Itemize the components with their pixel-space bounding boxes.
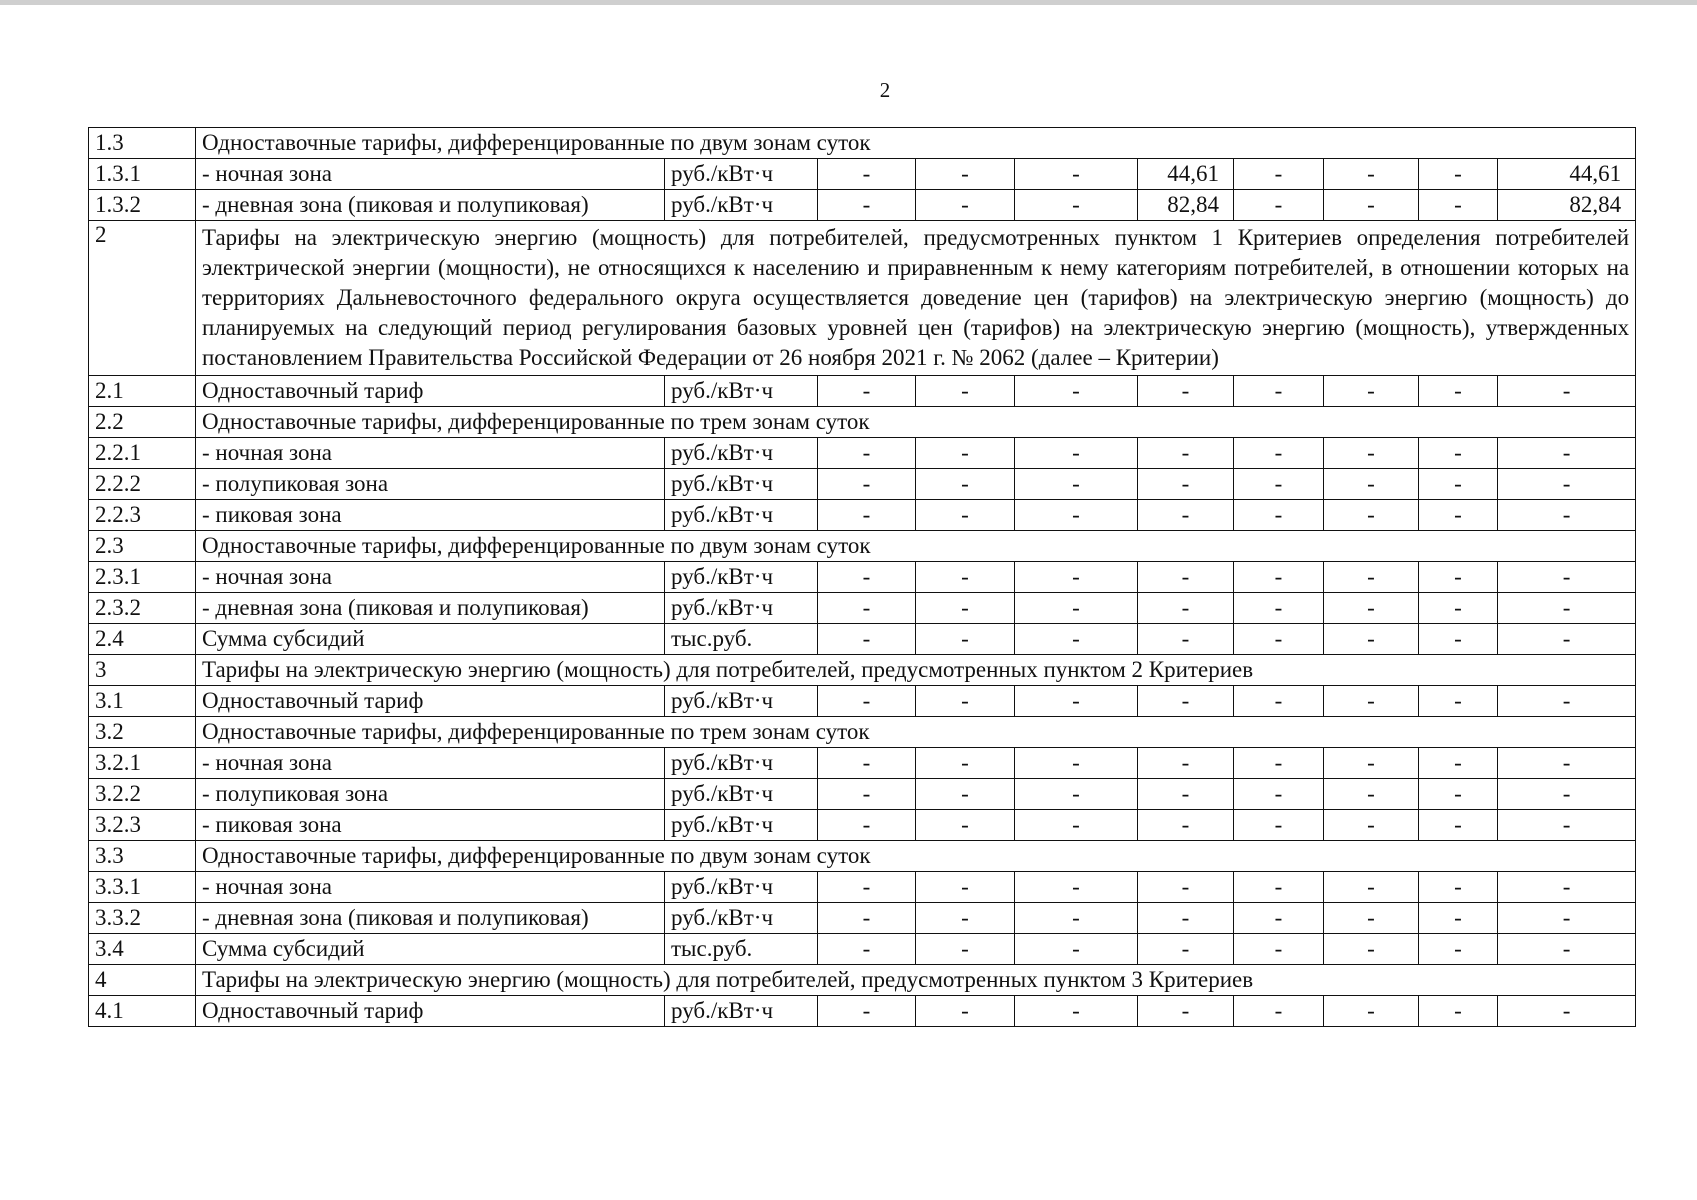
row-code: 2.3 (89, 531, 196, 562)
value-cell: - (818, 190, 916, 221)
row-unit: тыс.руб. (665, 624, 818, 655)
table-row (89, 376, 1636, 407)
value-cell: - (818, 810, 916, 841)
row-code: 2.2.2 (89, 469, 196, 500)
value-cell: - (1234, 872, 1324, 903)
value-cell: - (1138, 903, 1234, 934)
value-cell: - (1324, 190, 1419, 221)
value-cell: - (1015, 438, 1138, 469)
value-cell: - (1138, 593, 1234, 624)
value-cell: - (818, 438, 916, 469)
value-cell: - (1419, 159, 1498, 190)
value-cell: - (1324, 810, 1419, 841)
value-cell: - (1234, 779, 1324, 810)
value-cell: - (1138, 686, 1234, 717)
group-title: Тарифы на электрическую энергию (мощность) для потребителей, предусмотренных пунктом 2 Критериев (196, 655, 1636, 686)
table-row (89, 407, 1636, 438)
value-cell: - (1498, 903, 1636, 934)
table-row (89, 903, 1636, 934)
value-cell: - (1324, 593, 1419, 624)
row-name: Сумма субсидий (196, 624, 665, 655)
row-name: - ночная зона (196, 562, 665, 593)
row-code: 3.3.1 (89, 872, 196, 903)
value-cell: - (1324, 872, 1419, 903)
row-unit: руб./кВт·ч (665, 469, 818, 500)
value-cell: - (1498, 593, 1636, 624)
value-cell: - (1498, 562, 1636, 593)
row-unit: руб./кВт·ч (665, 376, 818, 407)
value-cell: - (1138, 779, 1234, 810)
row-unit: руб./кВт·ч (665, 779, 818, 810)
value-cell: - (916, 779, 1015, 810)
row-name: - пиковая зона (196, 810, 665, 841)
table-row (89, 500, 1636, 531)
row-name: Одноставочный тариф (196, 686, 665, 717)
value-cell: - (1015, 562, 1138, 593)
row-code: 3.3.2 (89, 903, 196, 934)
value-cell: - (1324, 686, 1419, 717)
value-cell: - (818, 996, 916, 1027)
table-row (89, 562, 1636, 593)
group-title: Тарифы на электрическую энергию (мощность) для потребителей, предусмотренных пунктом 3 Критериев (196, 965, 1636, 996)
value-cell: - (1324, 438, 1419, 469)
table-row (89, 779, 1636, 810)
value-cell: - (916, 593, 1015, 624)
value-cell: 82,84 (1498, 190, 1636, 221)
table-row (89, 469, 1636, 500)
scan-edge (0, 0, 1697, 5)
value-cell: - (1015, 376, 1138, 407)
group-title: Одноставочные тарифы, дифференцированные по трем зонам суток (196, 717, 1636, 748)
value-cell: - (818, 872, 916, 903)
value-cell: - (1419, 500, 1498, 531)
value-cell: - (1419, 438, 1498, 469)
table-row (89, 655, 1636, 686)
row-code: 2.2.3 (89, 500, 196, 531)
value-cell: - (818, 903, 916, 934)
value-cell: - (916, 376, 1015, 407)
value-cell: - (1138, 562, 1234, 593)
value-cell: - (916, 686, 1015, 717)
row-name: - ночная зона (196, 159, 665, 190)
row-unit: руб./кВт·ч (665, 903, 818, 934)
row-unit: руб./кВт·ч (665, 562, 818, 593)
table-row (89, 438, 1636, 469)
value-cell: - (1324, 934, 1419, 965)
row-name: Одноставочный тариф (196, 376, 665, 407)
row-code: 4.1 (89, 996, 196, 1027)
row-code: 2.2.1 (89, 438, 196, 469)
value-cell: - (1138, 748, 1234, 779)
value-cell: - (1234, 934, 1324, 965)
row-name: Одноставочный тариф (196, 996, 665, 1027)
row-code: 2.2 (89, 407, 196, 438)
value-cell: - (1498, 500, 1636, 531)
value-cell: - (1138, 872, 1234, 903)
value-cell: - (1498, 438, 1636, 469)
value-cell: - (1015, 903, 1138, 934)
value-cell: - (818, 593, 916, 624)
row-code: 2.4 (89, 624, 196, 655)
value-cell: 44,61 (1498, 159, 1636, 190)
value-cell: - (1498, 376, 1636, 407)
value-cell: - (818, 748, 916, 779)
value-cell: - (1015, 686, 1138, 717)
row-name: - полупиковая зона (196, 779, 665, 810)
value-cell: - (818, 376, 916, 407)
value-cell: - (1138, 469, 1234, 500)
value-cell: - (1234, 996, 1324, 1027)
row-name: - ночная зона (196, 748, 665, 779)
value-cell: - (1419, 810, 1498, 841)
value-cell: - (1234, 748, 1324, 779)
value-cell: - (1498, 624, 1636, 655)
row-name: - дневная зона (пиковая и полупиковая) (196, 593, 665, 624)
row-code: 1.3 (89, 128, 196, 159)
value-cell: - (1498, 810, 1636, 841)
value-cell: - (1138, 624, 1234, 655)
value-cell: - (1234, 438, 1324, 469)
value-cell: - (1015, 593, 1138, 624)
value-cell: - (1234, 376, 1324, 407)
value-cell: - (1419, 996, 1498, 1027)
table-row (89, 159, 1636, 190)
value-cell: - (818, 934, 916, 965)
group-title: Одноставочные тарифы, дифференцированные по трем зонам суток (196, 407, 1636, 438)
value-cell: - (916, 748, 1015, 779)
page-number: 2 (879, 78, 891, 102)
value-cell: - (1015, 872, 1138, 903)
value-cell: - (916, 500, 1015, 531)
row-code: 3 (89, 655, 196, 686)
value-cell: - (1234, 159, 1324, 190)
table-row (89, 624, 1636, 655)
value-cell: - (916, 469, 1015, 500)
value-cell: - (1015, 469, 1138, 500)
group-title: Одноставочные тарифы, дифференцированные по двум зонам суток (196, 841, 1636, 872)
value-cell: - (1498, 469, 1636, 500)
value-cell: - (1324, 500, 1419, 531)
table-row (89, 717, 1636, 748)
value-cell: - (916, 810, 1015, 841)
row-unit: руб./кВт·ч (665, 190, 818, 221)
value-cell: - (916, 903, 1015, 934)
value-cell: - (1419, 934, 1498, 965)
row-code: 3.2 (89, 717, 196, 748)
value-cell: - (916, 996, 1015, 1027)
row-code: 2 (89, 221, 196, 376)
value-cell: - (1324, 903, 1419, 934)
value-cell: - (1138, 996, 1234, 1027)
value-cell: - (1324, 469, 1419, 500)
value-cell: - (1015, 810, 1138, 841)
value-cell: - (818, 686, 916, 717)
table-row (89, 593, 1636, 624)
value-cell: - (1015, 190, 1138, 221)
value-cell: - (1138, 500, 1234, 531)
value-cell: - (1498, 872, 1636, 903)
row-unit: руб./кВт·ч (665, 159, 818, 190)
value-cell: - (1234, 500, 1324, 531)
table-row (89, 190, 1636, 221)
value-cell: - (818, 159, 916, 190)
value-cell: - (916, 190, 1015, 221)
value-cell: - (1419, 748, 1498, 779)
value-cell: - (1234, 562, 1324, 593)
value-cell: - (818, 500, 916, 531)
row-code: 4 (89, 965, 196, 996)
table-row (89, 128, 1636, 159)
value-cell: - (1015, 500, 1138, 531)
value-cell: - (1419, 593, 1498, 624)
row-code: 3.2.1 (89, 748, 196, 779)
value-cell: 82,84 (1138, 190, 1234, 221)
table-row (89, 221, 1636, 376)
value-cell: - (1324, 562, 1419, 593)
value-cell: - (1015, 996, 1138, 1027)
row-code: 1.3.1 (89, 159, 196, 190)
table-row (89, 965, 1636, 996)
row-name: - ночная зона (196, 872, 665, 903)
table-row (89, 872, 1636, 903)
value-cell: - (1138, 376, 1234, 407)
row-unit: руб./кВт·ч (665, 810, 818, 841)
value-cell: - (1015, 748, 1138, 779)
value-cell: - (1138, 438, 1234, 469)
value-cell: - (916, 872, 1015, 903)
row-code: 3.4 (89, 934, 196, 965)
group-title: Одноставочные тарифы, дифференцированные по двум зонам суток (196, 531, 1636, 562)
tariff-table (88, 127, 1636, 1027)
table-row (89, 748, 1636, 779)
value-cell: - (818, 624, 916, 655)
row-unit: руб./кВт·ч (665, 438, 818, 469)
row-name: Сумма субсидий (196, 934, 665, 965)
value-cell: - (1234, 686, 1324, 717)
value-cell: - (1234, 469, 1324, 500)
value-cell: - (1324, 624, 1419, 655)
table-row (89, 531, 1636, 562)
value-cell: - (1498, 934, 1636, 965)
row-unit: руб./кВт·ч (665, 748, 818, 779)
value-cell: - (1324, 748, 1419, 779)
value-cell: - (916, 562, 1015, 593)
value-cell: - (1498, 748, 1636, 779)
value-cell: - (916, 159, 1015, 190)
value-cell: - (1324, 159, 1419, 190)
value-cell: - (1234, 593, 1324, 624)
value-cell: - (1419, 624, 1498, 655)
row-code: 2.3.2 (89, 593, 196, 624)
row-name: - ночная зона (196, 438, 665, 469)
row-unit: руб./кВт·ч (665, 872, 818, 903)
row-unit: руб./кВт·ч (665, 686, 818, 717)
tariff-table-body (89, 128, 1636, 1027)
value-cell: - (1419, 376, 1498, 407)
value-cell: - (1015, 159, 1138, 190)
value-cell: - (1324, 996, 1419, 1027)
row-code: 3.2.3 (89, 810, 196, 841)
value-cell: - (1498, 779, 1636, 810)
table-row (89, 996, 1636, 1027)
row-code: 3.2.2 (89, 779, 196, 810)
value-cell: - (1498, 996, 1636, 1027)
row-unit: руб./кВт·ч (665, 500, 818, 531)
value-cell: - (1234, 624, 1324, 655)
value-cell: - (1234, 903, 1324, 934)
row-name: - полупиковая зона (196, 469, 665, 500)
row-unit: руб./кВт·ч (665, 996, 818, 1027)
value-cell: - (916, 624, 1015, 655)
row-name: - дневная зона (пиковая и полупиковая) (196, 190, 665, 221)
row-name: - дневная зона (пиковая и полупиковая) (196, 903, 665, 934)
value-cell: - (1234, 810, 1324, 841)
value-cell: - (818, 562, 916, 593)
value-cell: - (1015, 779, 1138, 810)
row-unit: тыс.руб. (665, 934, 818, 965)
value-cell: - (818, 779, 916, 810)
value-cell: - (1324, 376, 1419, 407)
value-cell: - (1015, 934, 1138, 965)
table-row (89, 934, 1636, 965)
value-cell: - (1419, 190, 1498, 221)
value-cell: - (1138, 810, 1234, 841)
table-row (89, 810, 1636, 841)
value-cell: 44,61 (1138, 159, 1234, 190)
value-cell: - (1498, 686, 1636, 717)
value-cell: - (916, 438, 1015, 469)
value-cell: - (818, 469, 916, 500)
row-code: 2.3.1 (89, 562, 196, 593)
row-code: 2.1 (89, 376, 196, 407)
row-code: 1.3.2 (89, 190, 196, 221)
row-code: 3.1 (89, 686, 196, 717)
value-cell: - (1234, 190, 1324, 221)
value-cell: - (1015, 624, 1138, 655)
row-unit: руб./кВт·ч (665, 593, 818, 624)
value-cell: - (1419, 686, 1498, 717)
value-cell: - (1324, 779, 1419, 810)
value-cell: - (1419, 469, 1498, 500)
value-cell: - (1419, 562, 1498, 593)
table-row (89, 686, 1636, 717)
row-name: - пиковая зона (196, 500, 665, 531)
row-code: 3.3 (89, 841, 196, 872)
value-cell: - (1419, 872, 1498, 903)
value-cell: - (1138, 934, 1234, 965)
table-row (89, 841, 1636, 872)
group-title: Одноставочные тарифы, дифференцированные по двум зонам суток (196, 128, 1636, 159)
value-cell: - (1419, 779, 1498, 810)
section-title: Тарифы на электрическую энергию (мощность) для потребителей, предусмотренных пунктом 1 Критериев определения потребителей электрической энергии (мощности), не относящихся к населению и приравненным к нему категориям потребителей, в отношении которых на территориях Дальневосточного федерального округа осуществляется доведение цен (тарифов) на электрическую энергию (мощность) до планируемых на следующий период регулирования базовых уровней цен (тарифов) на электрическую энергию (мощность), утвержденных постановлением Правительства Российской Федерации от 26 ноября 2021 г. № 2062 (далее – Критерии) (196, 221, 1636, 376)
value-cell: - (916, 934, 1015, 965)
value-cell: - (1419, 903, 1498, 934)
